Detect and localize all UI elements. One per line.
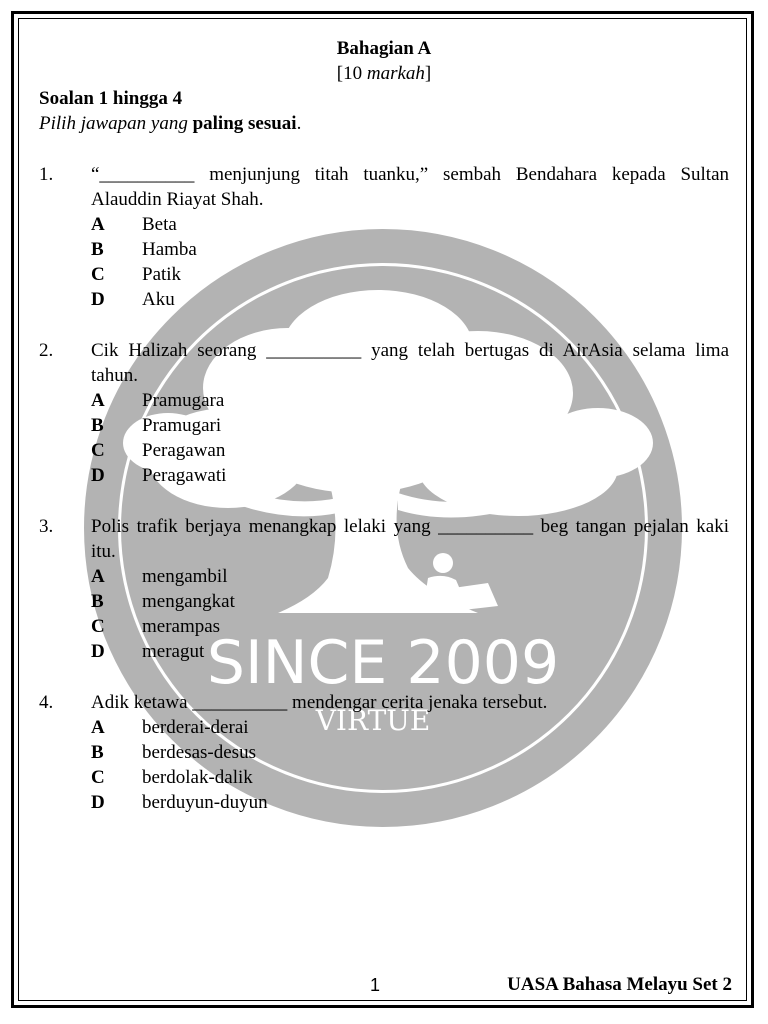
question-text: Adik ketawa __________ mendengar cerita jenaka tersebut. [91,692,548,713]
instructions: Pilih jawapan yang paling sesuai. [39,113,302,134]
question-3 [39,514,729,664]
exam-content [39,36,729,815]
question-text: Polis trafik berjaya menangkap lelaki yang __________ beg tangan pejalan kaki itu. [91,516,729,562]
option-a[interactable]: A mengambil [91,566,228,587]
question-number: 4. [39,692,54,713]
page-number: 1 [370,975,381,995]
section-title: Bahagian A [336,38,432,59]
option-c[interactable]: C berdolak-dalik [91,767,253,788]
option-d[interactable]: D berduyun-duyun [91,792,268,813]
option-d[interactable]: D Peragawati [91,465,227,486]
option-a[interactable]: A berderai-derai [91,717,249,738]
option-a[interactable]: A Beta [91,214,177,235]
option-b[interactable]: B Pramugari [91,415,222,436]
question-2 [39,338,729,488]
section-marks: [10 markah] [336,63,432,84]
option-b[interactable]: B berdesas-desus [91,742,256,763]
question-number: 3. [39,516,54,537]
option-c[interactable]: C Patik [91,264,182,285]
question-number: 1. [39,164,54,185]
option-c[interactable]: C Peragawan [91,440,226,461]
question-1 [39,162,729,312]
question-text: “__________ menjunjung titah tuanku,” sembah Bendahara kepada Sultan Alauddin Riayat Shah. [91,164,729,210]
option-b[interactable]: B mengangkat [91,591,235,612]
question-text: Cik Halizah seorang __________ yang telah bertugas di AirAsia selama lima tahun. [91,340,729,386]
option-d[interactable]: D Aku [91,289,175,310]
watermark-virtue: VIRTUE [315,704,431,737]
footer-title: UASA Bahasa Melayu Set 2 [507,974,732,995]
question-range: Soalan 1 hingga 4 [39,88,183,109]
option-a[interactable]: A Pramugara [91,390,225,411]
question-number: 2. [39,340,54,361]
question-4 [39,690,729,815]
question-list [39,162,729,815]
watermark-since: SINCE 2009 [206,628,560,698]
option-d[interactable]: D meragut [91,641,205,662]
option-c[interactable]: C merampas [91,616,221,637]
option-b[interactable]: B Hamba [91,239,197,260]
